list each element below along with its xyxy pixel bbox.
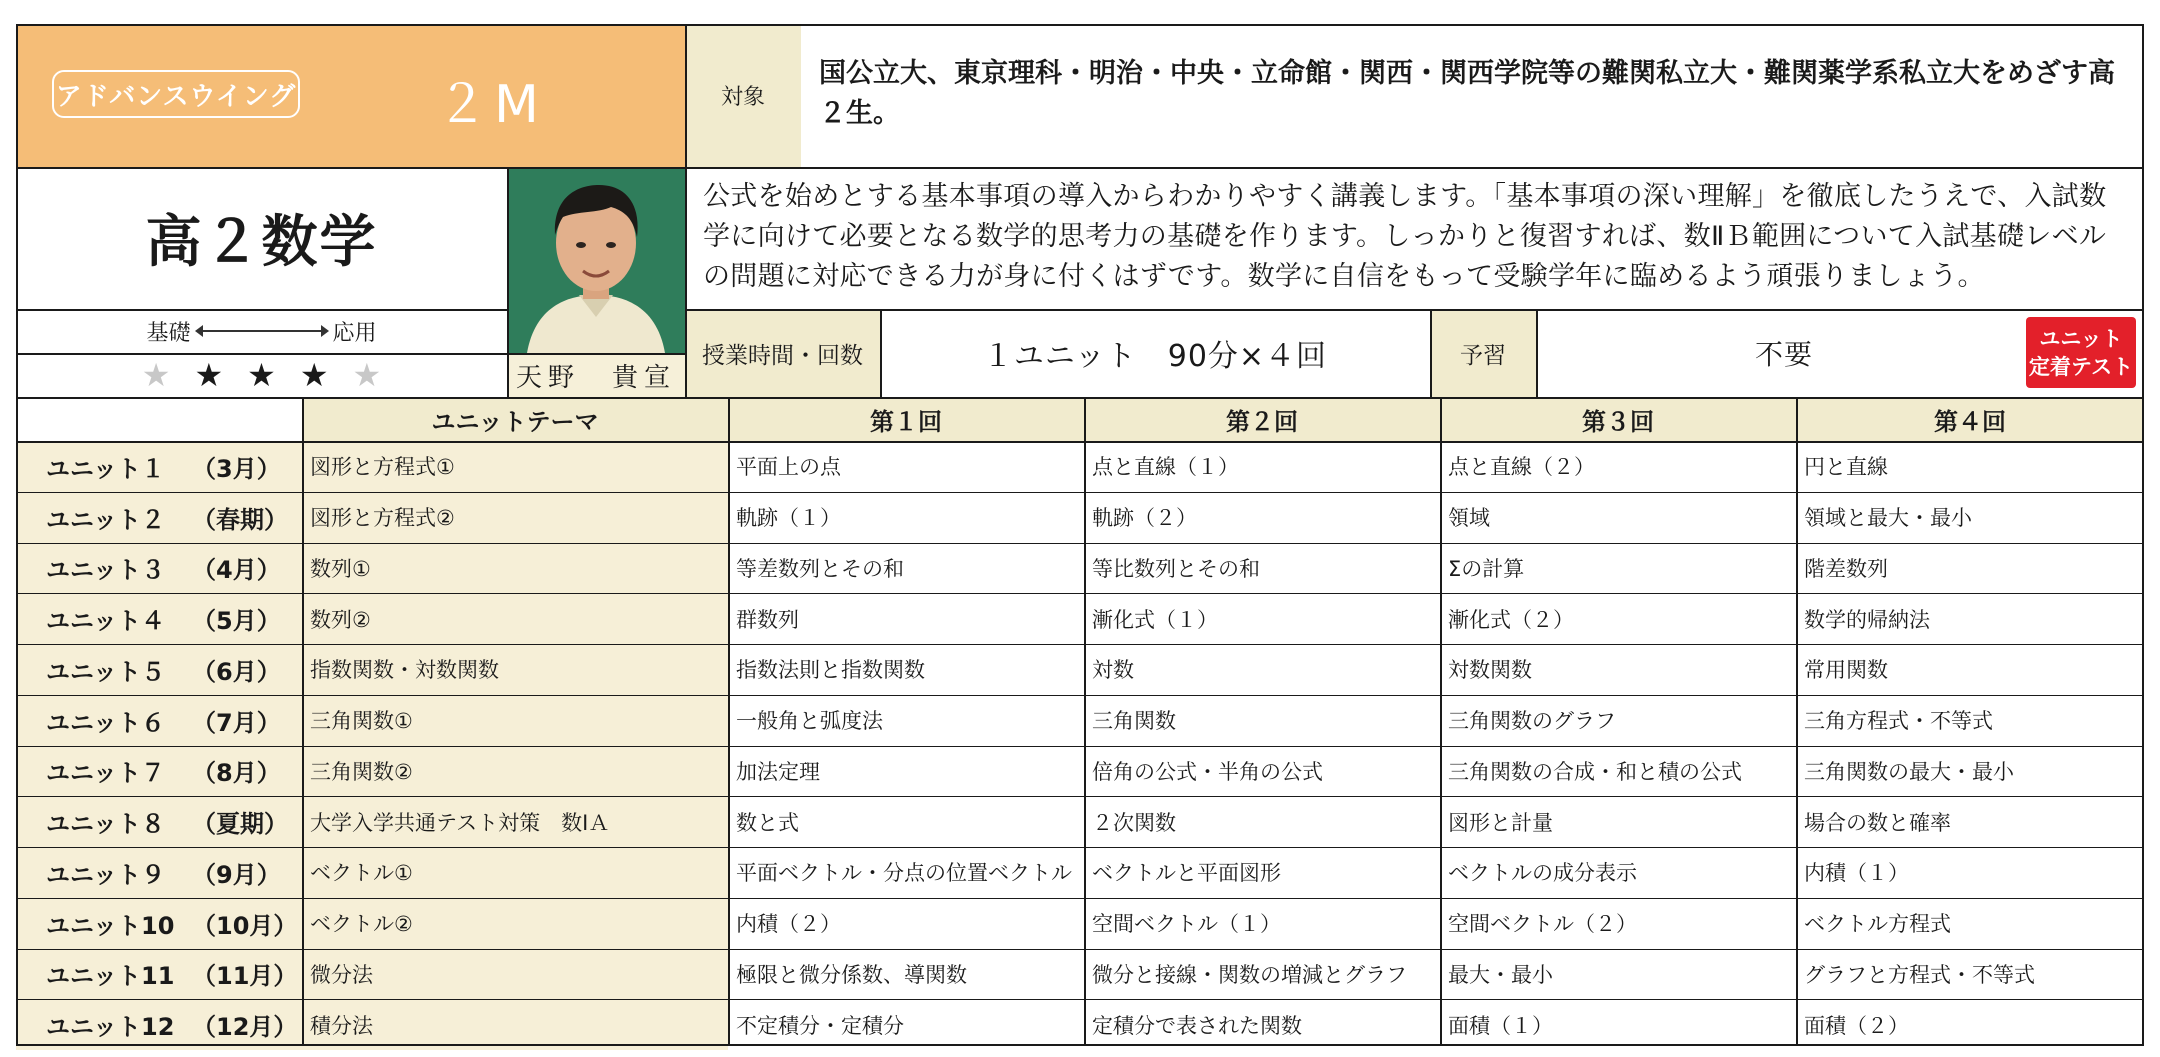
session-cell: 加法定理 [736, 759, 820, 784]
session-cell: 倍角の公式・半角の公式 [1092, 759, 1323, 784]
session-cell: 領域 [1448, 506, 1490, 531]
level-basic-label: 基礎 [146, 320, 191, 346]
grid-line [507, 167, 509, 397]
unit-test-line2: 定着テスト [2028, 354, 2134, 379]
session-cell: 定積分で表された関数 [1092, 1013, 1302, 1038]
unit-theme-cell: 数列② [302, 593, 728, 644]
grid-line [16, 644, 2144, 645]
table-header-cell: 第２回 [1084, 397, 1440, 441]
prep-value: 不要 [1754, 338, 1813, 371]
unit-name: ユニット８ [46, 810, 166, 839]
grid-line [16, 746, 2144, 747]
course-description: 公式を始めとする基本事項の導入からわかりやすく講義します。「基本事項の深い理解」を徹底したうえで、入試数学に向けて必要となる数学的思考力の基礎を作ります。しっかりと復習すれば、数ⅡＢ範囲について入試基礎レベルの問題に対応できる力が身に付くはずです。数学に自信をもって受験学年に臨めるよう頑張りましょう。 [703, 181, 2107, 292]
grid-line [2142, 24, 2144, 1046]
grid-line [507, 353, 685, 355]
course-tag-area [16, 24, 685, 167]
grid-line [16, 847, 2144, 848]
session-cell: 領域と最大・最小 [1804, 506, 1972, 531]
table-header-blank [16, 397, 302, 441]
session-cell: 対数関数 [1448, 658, 1532, 683]
unit-name: ユニット10 [46, 911, 175, 940]
unit-period: （10月） [192, 911, 298, 940]
unit-cell [16, 796, 302, 847]
grid-line [16, 492, 2144, 493]
session-cell: 円と直線 [1804, 455, 1888, 480]
session-cell: 数学的帰納法 [1804, 607, 1930, 632]
class-time-value: １ユニット 90分×４回 [982, 339, 1328, 374]
session-cell: 群数列 [736, 607, 799, 632]
session-cell: 数と式 [736, 810, 799, 835]
unit-theme-cell: 大学入学共通テスト対策 数ⅠＡ [302, 796, 728, 847]
grid-line [16, 1044, 2144, 1046]
unit-period: （9月） [192, 860, 281, 889]
table-header-cell: 第１回 [728, 397, 1084, 441]
unit-period: （5月） [192, 607, 281, 636]
session-cell: 面積（２） [1804, 1013, 1909, 1038]
session-cell: Σの計算 [1448, 556, 1525, 581]
unit-name: ユニット11 [46, 962, 175, 991]
level-scale [16, 309, 507, 353]
grid-line [16, 24, 2144, 26]
unit-period: （3月） [192, 454, 281, 483]
unit-name: ユニット４ [46, 607, 166, 636]
unit-cell [16, 644, 302, 695]
session-cell: 最大・最小 [1448, 962, 1553, 987]
unit-name: ユニット６ [46, 708, 166, 737]
unit-period: （春期） [192, 505, 288, 534]
course-code: ２M [436, 75, 545, 135]
unit-cell [16, 746, 302, 797]
grid-line [16, 593, 2144, 594]
session-cell: 不定積分・定積分 [736, 1013, 904, 1038]
grid-line [685, 309, 2144, 311]
unit-theme-cell: 微分法 [302, 949, 728, 1000]
grid-line [16, 397, 2144, 399]
unit-cell [16, 847, 302, 898]
grid-line [16, 309, 507, 311]
grid-line [16, 695, 2144, 696]
session-cell: 平面上の点 [736, 455, 841, 480]
unit-test-line1: ユニット [2039, 326, 2123, 351]
unit-cell [16, 593, 302, 644]
session-cell: 三角関数のグラフ [1448, 709, 1616, 734]
star-empty-icon: ★ [352, 356, 382, 394]
level-stars [16, 353, 507, 397]
unit-name: ユニット１ [46, 454, 166, 483]
session-cell: 微分と接線・関数の増減とグラフ [1092, 962, 1407, 987]
unit-theme-cell: ベクトル② [302, 898, 728, 949]
unit-cell [16, 695, 302, 746]
unit-period: （12月） [192, 1013, 298, 1042]
session-cell: ベクトルの成分表示 [1448, 861, 1637, 886]
session-cell: 空間ベクトル（１） [1092, 912, 1281, 937]
unit-theme-cell: 積分法 [302, 999, 728, 1050]
unit-period: （8月） [192, 759, 281, 788]
session-cell: 三角関数の最大・最小 [1804, 759, 2014, 784]
session-cell: 対数 [1092, 658, 1134, 683]
teacher-name: 天野 貴宣 [507, 353, 685, 397]
session-cell: ベクトル方程式 [1804, 912, 1951, 937]
teacher-photo [507, 167, 685, 353]
unit-cell [16, 492, 302, 543]
session-cell: 軌跡（１） [736, 506, 841, 531]
target-label: 対象 [685, 24, 801, 167]
subject-title: 高２数学 [145, 210, 378, 275]
teacher-portrait-icon [507, 167, 685, 353]
session-cell: 軌跡（２） [1092, 506, 1197, 531]
unit-theme-cell: 三角関数① [302, 695, 728, 746]
unit-name: ユニット12 [46, 1013, 175, 1042]
grid-line [16, 949, 2144, 950]
session-cell: 等差数列とその和 [736, 556, 904, 581]
unit-theme-cell: 図形と方程式① [302, 441, 728, 492]
star-empty-icon: ★ [141, 356, 171, 394]
grid-line [16, 167, 2144, 169]
level-arrow-icon [197, 330, 327, 332]
session-cell: 漸化式（１） [1092, 607, 1218, 632]
session-cell: 指数法則と指数関数 [736, 658, 925, 683]
course-type-badge: アドバンスウイング [52, 70, 300, 118]
session-cell: 平面ベクトル・分点の位置ベクトル [736, 861, 1072, 886]
table-header-cell: ユニットテーマ [302, 397, 728, 441]
session-cell: 三角方程式・不等式 [1804, 709, 1993, 734]
session-cell: 面積（１） [1448, 1013, 1553, 1038]
unit-name: ユニット２ [46, 505, 166, 534]
session-cell: グラフと方程式・不等式 [1804, 962, 2035, 987]
star-filled-icon: ★ [194, 356, 224, 394]
unit-theme-cell: 数列① [302, 543, 728, 594]
grid-line [880, 309, 882, 397]
session-cell: 常用関数 [1804, 658, 1888, 683]
session-cell: 一般角と弧度法 [736, 709, 883, 734]
star-filled-icon: ★ [299, 356, 329, 394]
target-text: 国公立大、東京理科・明治・中央・立命館・関西・関西学院等の難関私立大・難関薬学系私立大をめざす高２生。 [819, 58, 2115, 129]
grid-line [16, 441, 2144, 443]
grid-line [16, 24, 18, 1046]
grid-line [16, 543, 2144, 544]
unit-cell [16, 543, 302, 594]
level-applied-label: 応用 [332, 320, 377, 346]
session-cell: ２次関数 [1092, 810, 1176, 835]
unit-cell [16, 949, 302, 1000]
grid-line [16, 353, 507, 355]
grid-line [16, 796, 2144, 797]
course-card [16, 24, 2144, 1046]
session-cell: 内積（２） [736, 912, 841, 937]
unit-period: （6月） [192, 657, 281, 686]
unit-period: （夏期） [192, 810, 288, 839]
grid-line [1536, 309, 1538, 397]
unit-cell [16, 441, 302, 492]
unit-name: ユニット９ [46, 860, 166, 889]
session-cell: 三角関数の合成・和と積の公式 [1448, 759, 1742, 784]
unit-test-badge [2026, 317, 2136, 388]
session-cell: 階差数列 [1804, 556, 1888, 581]
session-cell: 図形と計量 [1448, 810, 1553, 835]
session-cell: 空間ベクトル（２） [1448, 912, 1637, 937]
unit-cell [16, 898, 302, 949]
unit-theme-cell: 図形と方程式② [302, 492, 728, 543]
unit-name: ユニット５ [46, 657, 166, 686]
grid-line [16, 898, 2144, 899]
session-cell: 漸化式（２） [1448, 607, 1574, 632]
table-header-cell: 第３回 [1440, 397, 1796, 441]
unit-period: （4月） [192, 556, 281, 585]
unit-name: ユニット３ [46, 556, 166, 585]
table-header-cell: 第４回 [1796, 397, 2144, 441]
session-cell: 三角関数 [1092, 709, 1176, 734]
grid-line [685, 24, 687, 397]
unit-theme-cell: ベクトル① [302, 847, 728, 898]
session-cell: ベクトルと平面図形 [1092, 861, 1281, 886]
session-cell: 内積（１） [1804, 861, 1909, 886]
grid-line [16, 999, 2144, 1000]
unit-cell [16, 999, 302, 1050]
star-filled-icon: ★ [247, 356, 276, 394]
session-cell: 極限と微分係数、導関数 [736, 962, 967, 987]
class-time-label: 授業時間・回数 [685, 309, 880, 397]
session-cell: 場合の数と確率 [1804, 810, 1951, 835]
unit-theme-cell: 指数関数・対数関数 [302, 644, 728, 695]
unit-theme-cell: 三角関数② [302, 746, 728, 797]
unit-period: （11月） [192, 962, 298, 991]
unit-period: （7月） [192, 708, 281, 737]
grid-line [1430, 309, 1432, 397]
unit-name: ユニット７ [46, 759, 166, 788]
session-cell: 等比数列とその和 [1092, 556, 1260, 581]
prep-label: 予習 [1430, 309, 1536, 397]
session-cell: 点と直線（２） [1448, 455, 1595, 480]
session-cell: 点と直線（１） [1092, 455, 1239, 480]
